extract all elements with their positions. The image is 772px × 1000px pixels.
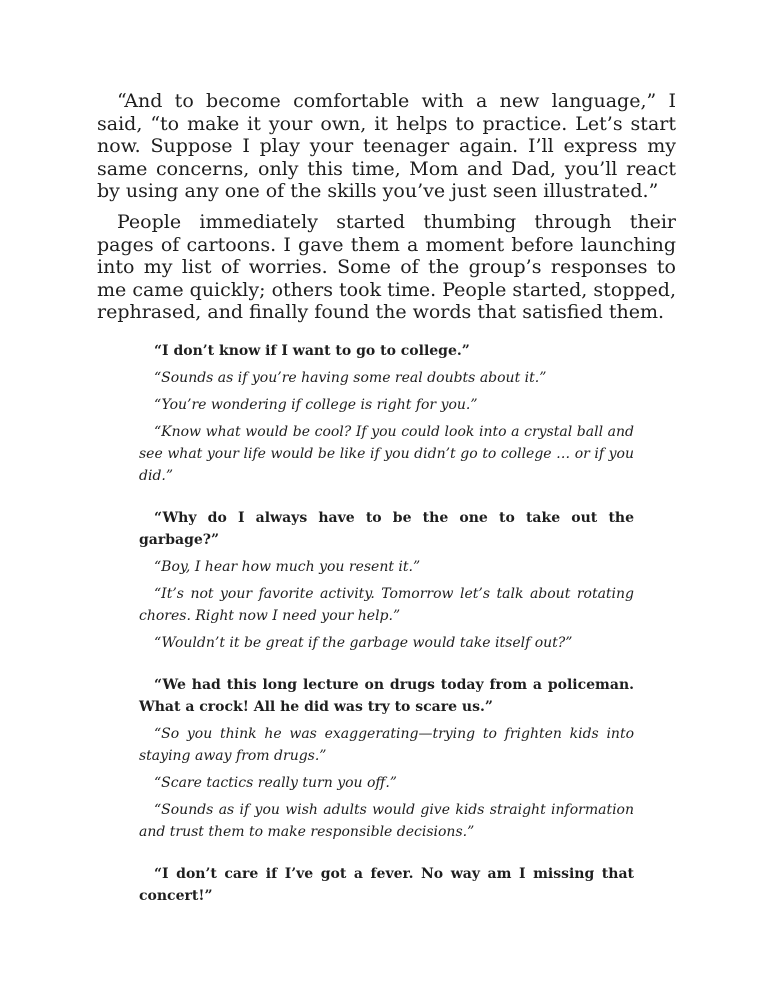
- teen-statement: “Why do I always have to be the one to take out the garbage?”: [139, 510, 634, 548]
- teen-statement: “I don’t care if I’ve got a fever. No way am I missing that concert!”: [139, 866, 634, 904]
- parent-response: “Wouldn’t it be great if the garbage would take itself out?”: [154, 635, 573, 651]
- teen-statement: “We had this long lecture on drugs today from a policeman. What a crock! All he did was try to scare us.”: [139, 677, 634, 715]
- parent-response: “So you think he was exaggerating—trying to frighten kids into staying away from drugs.”: [139, 726, 634, 764]
- exchange-garbage: [139, 507, 634, 654]
- parent-response: “Sounds as if you wish adults would give kids straight information and trust them to make responsible decisions.”: [139, 802, 634, 840]
- parent-response: “Sounds as if you’re having some real doubts about it.”: [154, 370, 547, 386]
- parent-response: “You’re wondering if college is right for you.”: [154, 397, 478, 413]
- parent-response: “It’s not your favorite activity. Tomorrow let’s talk about rotating chores. Right now I need your help.”: [139, 586, 634, 624]
- narrative-text: [97, 90, 676, 332]
- parent-response: “Know what would be cool? If you could look into a crystal ball and see what your life would be like if you didn’t go to college … or if you did.”: [139, 424, 634, 484]
- teen-statement: “I don’t know if I want to go to college.”: [154, 343, 470, 359]
- paragraph-group-practice: People immediately started thumbing through their pages of cartoons. I gave them a moment before launching into my list of worries. Some of the group’s responses to me came quickly; others took time. People started, stopped, rephrased, and finally found the words that satisfied them.: [97, 210, 676, 324]
- exchange-drugs-lecture: [139, 674, 634, 843]
- parent-response: “Scare tactics really turn you off.”: [154, 775, 397, 791]
- exchange-concert: [139, 863, 634, 907]
- exchange-college: [139, 340, 634, 487]
- paragraph-intro: “And to become comfortable with a new language,” I said, “to make it your own, it helps to practice. Let’s start now. Suppose I play your teenager again. I’ll express my same concerns, only this time, Mom and Dad, you’ll react by using any one of the skills you’ve just seen illustrated.”: [97, 90, 676, 203]
- dialogue-examples: [139, 340, 634, 927]
- parent-response: “Boy, I hear how much you resent it.”: [154, 559, 421, 575]
